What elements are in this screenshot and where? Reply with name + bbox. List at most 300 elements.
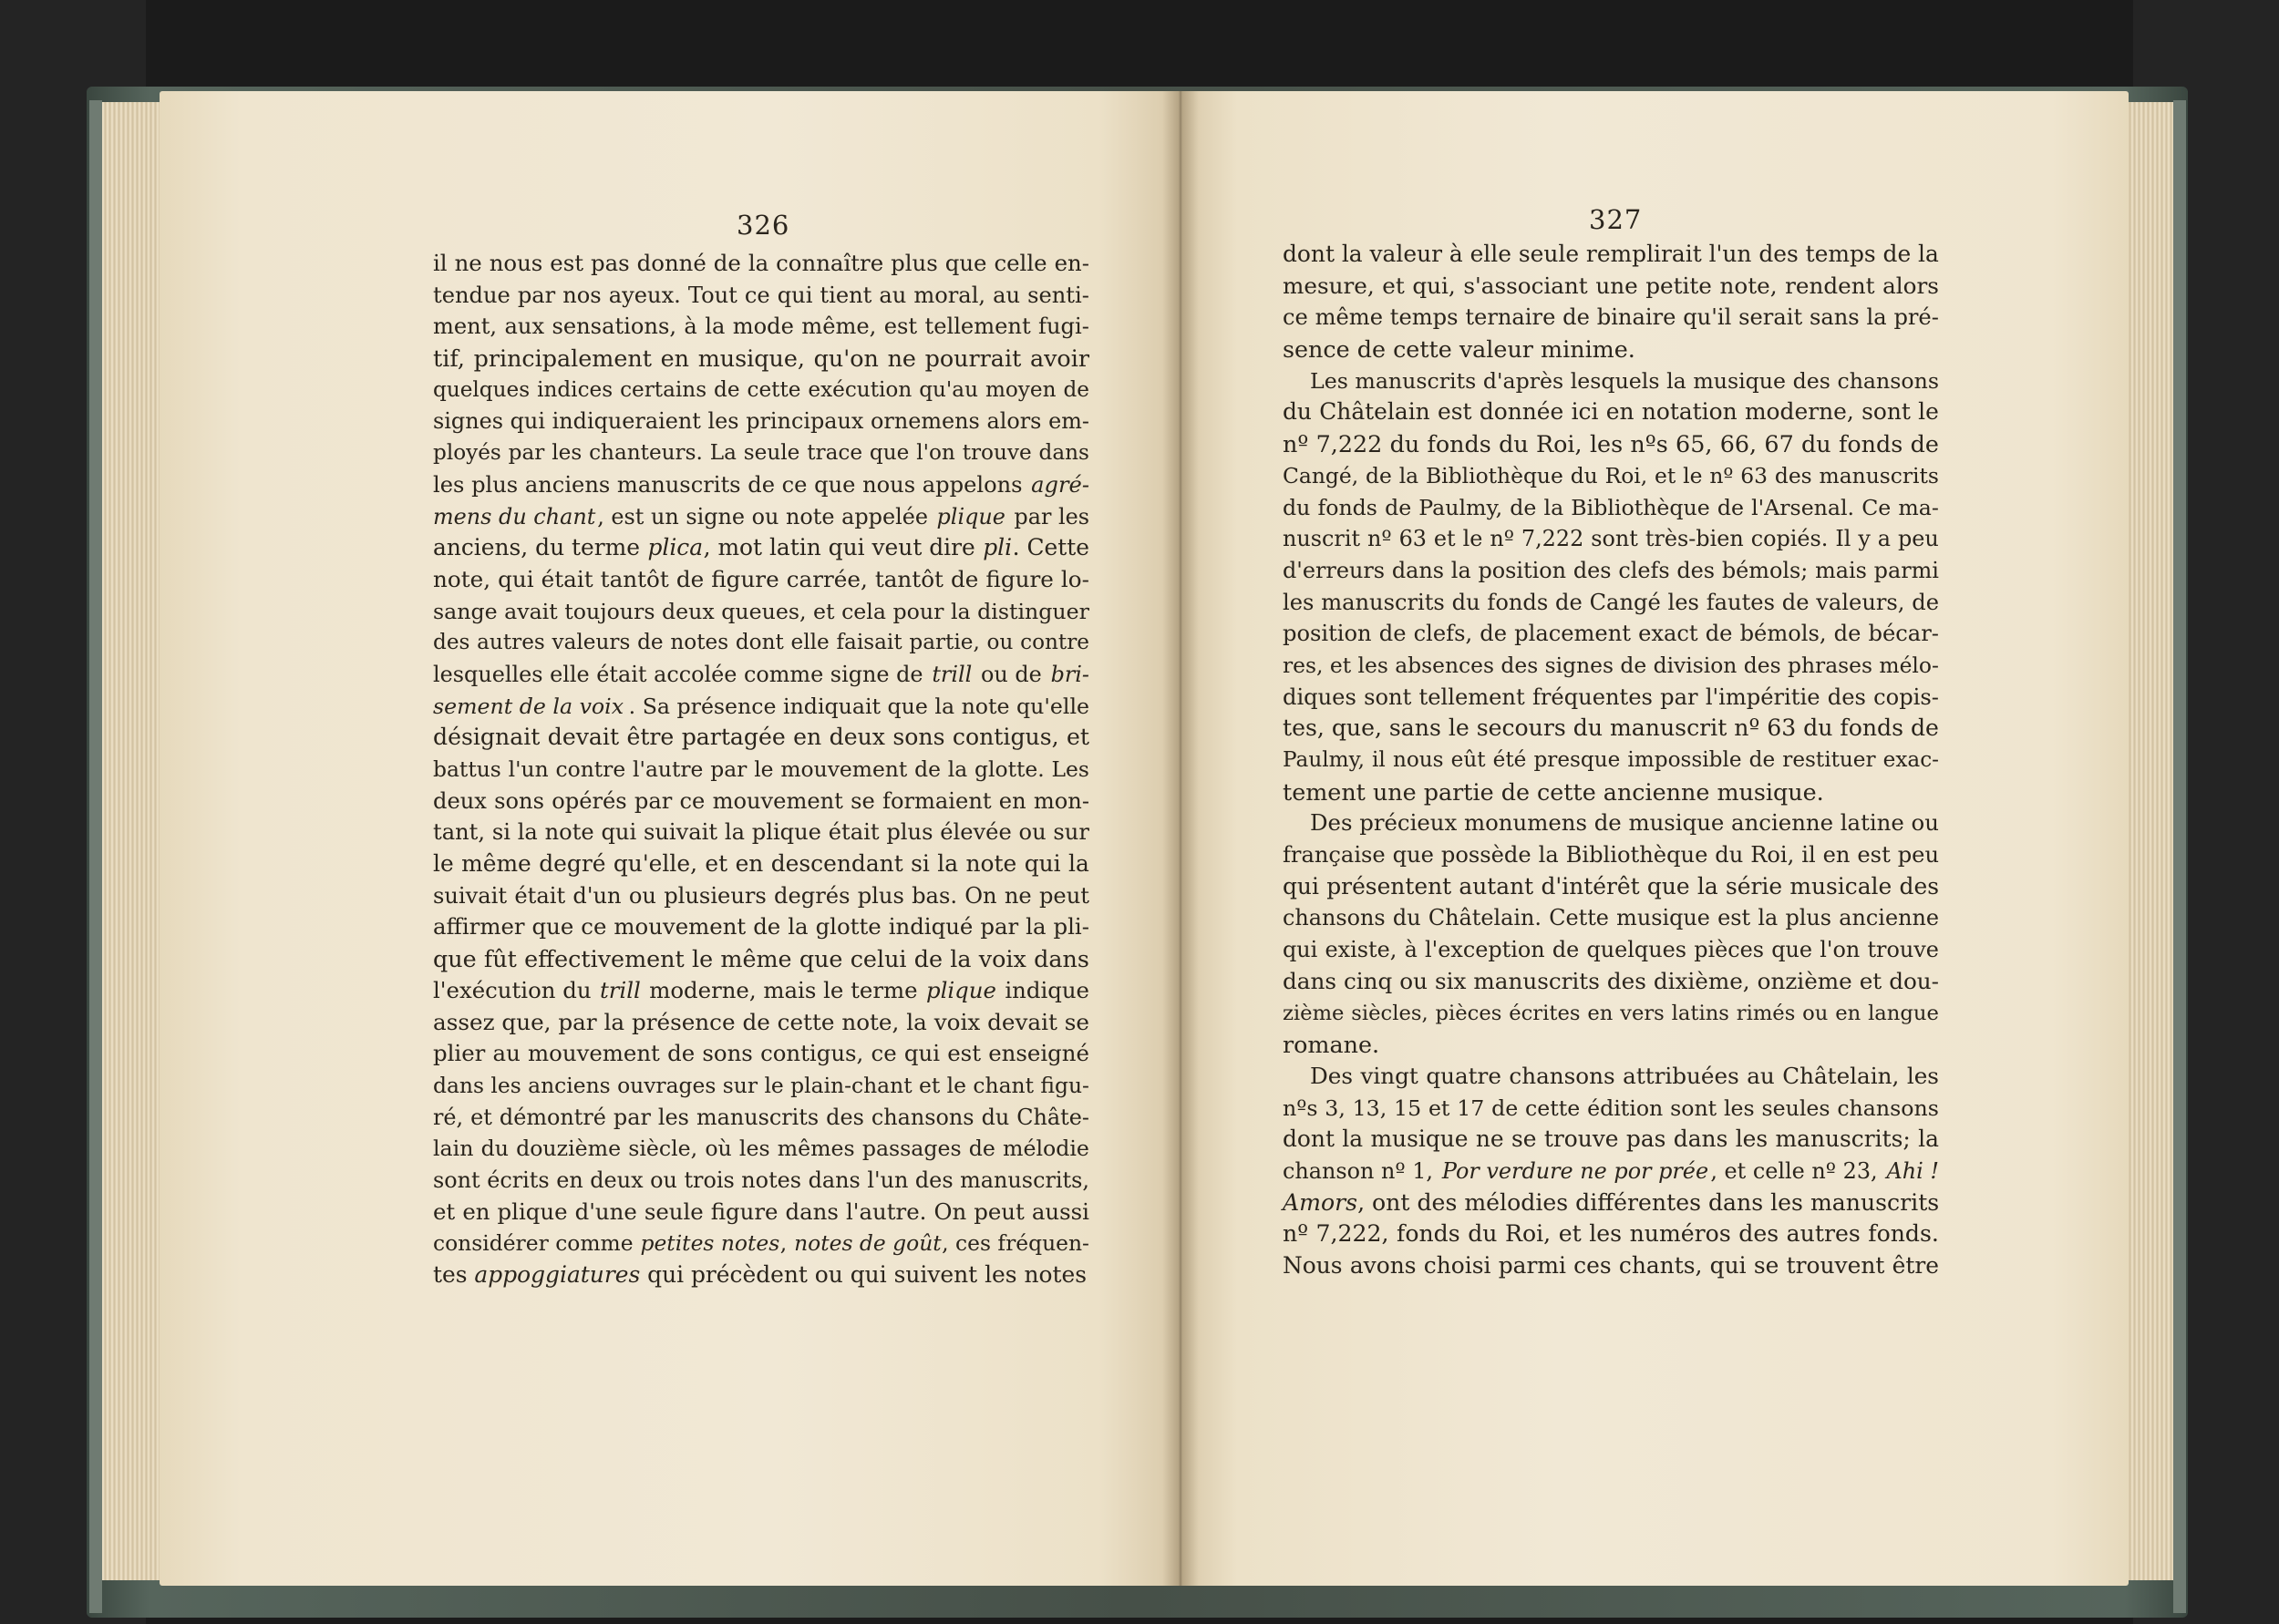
word: de (1882, 241, 1912, 267)
italic-text: plica (647, 534, 704, 561)
text-segment: , est un signe ou note appelée (597, 503, 935, 529)
word: la (1666, 367, 1686, 394)
word: trouvent (1786, 1252, 1885, 1279)
word: Ce (1861, 494, 1892, 520)
word: du (1283, 398, 1312, 426)
word: passages (861, 1136, 962, 1162)
text-segment: les plus anciens manuscrits de ce que nous appelons (433, 471, 1030, 498)
word: au (993, 282, 1021, 308)
word: descendant (770, 850, 903, 878)
italic-text: sement de la voix (433, 693, 624, 719)
word: qu'au (919, 377, 978, 402)
word: les (1589, 1220, 1623, 1248)
text-line (1283, 365, 1939, 397)
word: plier (433, 1040, 486, 1067)
page-number: 327 (1589, 204, 1643, 235)
word: les (1667, 589, 1699, 615)
word: suivait (433, 882, 508, 909)
word: Cangé (1589, 589, 1661, 615)
word: mêmes (777, 1136, 855, 1162)
word: Des (1310, 1062, 1353, 1089)
word: signes (1544, 652, 1614, 678)
word: même (720, 945, 792, 973)
word: française (1283, 842, 1386, 869)
word: notes (670, 631, 729, 655)
word: distinguer (977, 598, 1089, 624)
text-line (433, 343, 1089, 375)
word: démontré (499, 1104, 606, 1130)
text-line (433, 406, 1089, 437)
word: les (1906, 1062, 1939, 1089)
word: manuscrit (1609, 714, 1727, 742)
word: être (1892, 1252, 1939, 1279)
word: sont (1591, 526, 1638, 552)
word: attribuées (1623, 1062, 1739, 1089)
word: dans (433, 1072, 484, 1098)
text-segment: romane. (1283, 1031, 1380, 1059)
word: de (1491, 1095, 1519, 1121)
word: carrée, (786, 565, 868, 592)
word: écrits (487, 1167, 550, 1193)
word: plus (1785, 905, 1832, 931)
word: pièces (1435, 1001, 1502, 1025)
text-line (433, 975, 1089, 1007)
word: d'une (574, 1197, 637, 1225)
word: ne (1004, 882, 1032, 909)
word: est (1717, 905, 1751, 931)
word: des (1743, 652, 1781, 678)
word: pièces (1694, 937, 1765, 963)
word: cinq (1343, 967, 1393, 994)
word: ou (1802, 1001, 1829, 1025)
word: seule (1518, 241, 1580, 267)
word: que, (501, 1008, 552, 1035)
text-segment: tement une partie de cette ancienne musique. (1283, 777, 1824, 806)
word: contigus, (760, 1040, 864, 1067)
text-line (433, 786, 1089, 817)
text-line (1283, 428, 1939, 460)
word: présentent (1326, 872, 1452, 899)
word: pré- (1893, 304, 1939, 331)
word: le (1918, 398, 1939, 426)
word: sont (1861, 398, 1911, 426)
word: ment, (433, 313, 498, 340)
word: avoir (1029, 344, 1089, 373)
word: partagée (681, 724, 786, 751)
text-segment: ou de (974, 661, 1049, 687)
text-line (1283, 302, 1939, 334)
word: contre (555, 756, 626, 782)
word: figure (711, 565, 779, 592)
word: Châtelain (1319, 398, 1430, 426)
text-line (433, 248, 1089, 280)
word: fonds. (1868, 1220, 1939, 1248)
word: Châtelain, (1782, 1062, 1900, 1089)
text-line (433, 1133, 1089, 1165)
italic-text: notes de goût (794, 1230, 942, 1257)
left-page (160, 91, 1181, 1586)
text-line (1283, 1093, 1939, 1125)
word: manuscrits (1355, 367, 1477, 394)
text-line (1283, 839, 1939, 871)
word: le (946, 1072, 966, 1098)
word: du (1801, 430, 1831, 458)
word: le (764, 1072, 784, 1098)
word: en (998, 787, 1026, 814)
word: ou (1911, 809, 1939, 837)
word: de (913, 945, 944, 973)
word: trois (684, 1167, 735, 1193)
word: sont (1364, 684, 1412, 710)
word: et (1859, 967, 1882, 994)
word: nous (1392, 748, 1444, 772)
word: ré, (433, 1104, 464, 1130)
text-line (1283, 1029, 1939, 1061)
word: binaire (1596, 304, 1676, 331)
word: qui (903, 1040, 941, 1067)
word: restituer (1782, 748, 1876, 772)
word: dans (808, 1167, 861, 1193)
text-line (433, 911, 1089, 943)
word: Des (1310, 809, 1353, 837)
word: le (691, 945, 714, 973)
text-line (1283, 966, 1939, 998)
word: six (1434, 967, 1467, 994)
word: de (753, 913, 781, 940)
text-line (1283, 334, 1939, 365)
word: de (714, 377, 740, 402)
word: partie, (909, 631, 980, 655)
word: mouvement (780, 756, 908, 782)
word: temps (1389, 304, 1459, 331)
word: mais (1815, 557, 1867, 583)
word: chanteurs. (589, 441, 703, 466)
word: le (1462, 526, 1483, 552)
text-line (433, 880, 1089, 912)
word: quatre (1426, 1062, 1501, 1089)
word: valeurs, (1816, 589, 1905, 615)
word: Roi, (1536, 430, 1583, 458)
word: par (558, 1008, 597, 1035)
word: les (657, 1104, 689, 1130)
word: 63 (1398, 526, 1427, 552)
word: de (1717, 494, 1745, 520)
page-number: 326 (737, 210, 790, 241)
word: manuscrits (1473, 967, 1600, 994)
word: nº (1283, 430, 1309, 458)
word: la (517, 819, 538, 846)
word: note (544, 819, 594, 846)
word: latine (1840, 809, 1904, 837)
italic-text: Ahi ! (1886, 1157, 1939, 1184)
word: 13, (1352, 1095, 1387, 1121)
word: donné (636, 250, 706, 276)
word: les (707, 408, 739, 435)
word: est (1438, 398, 1472, 426)
word: Roi, (1750, 842, 1795, 869)
text-line (1283, 1187, 1939, 1219)
word: suivait (643, 819, 718, 846)
word: bas. (912, 882, 958, 909)
word: onzième (1757, 967, 1852, 994)
word: de (742, 1008, 770, 1035)
word: de (1385, 494, 1412, 520)
word: peu (1897, 526, 1939, 552)
word: nº (1367, 526, 1392, 552)
word: même, (801, 313, 877, 340)
word: des (1792, 367, 1830, 394)
word: em- (1048, 408, 1089, 435)
word: la (748, 250, 769, 276)
word: dou- (1889, 967, 1939, 994)
text-segment: qui précèdent ou qui suivent les notes (640, 1261, 1087, 1288)
word: à (1404, 937, 1418, 963)
word: Cangé, (1283, 462, 1359, 488)
italic-text: pli (983, 534, 1013, 561)
word: l'autre (633, 756, 704, 782)
word: dont (735, 631, 784, 655)
word: du (1570, 462, 1598, 488)
word: de (1620, 652, 1647, 678)
word: des (1500, 652, 1539, 678)
text-line (1283, 492, 1939, 524)
word: 63 (1767, 714, 1797, 742)
word: cette (747, 377, 801, 402)
word: si (911, 850, 930, 878)
word: en (1835, 1001, 1861, 1025)
word: cela (841, 598, 886, 624)
word: quelques (433, 377, 531, 402)
word: fonds (1838, 430, 1903, 458)
word: tellement (924, 313, 1031, 340)
word: 3, (1325, 1095, 1346, 1121)
word: indiqué (888, 913, 974, 940)
italic-text: agré- (1031, 471, 1089, 498)
word: nº (1709, 462, 1734, 488)
word: 7,222 (1521, 526, 1584, 552)
word: au (492, 1040, 521, 1067)
word: seules (1761, 1095, 1830, 1121)
word: nºs (1630, 430, 1668, 458)
word: ou (628, 882, 656, 909)
word: dans (1283, 967, 1336, 994)
word: dans (1038, 441, 1089, 466)
word: il (433, 250, 448, 276)
word: deux (829, 724, 885, 751)
word: contre (1020, 631, 1089, 655)
word: remplirait (1585, 241, 1702, 267)
text-line (1283, 460, 1939, 492)
word: tantôt (874, 565, 944, 592)
word: langue (1868, 1001, 1939, 1025)
word: du (1392, 905, 1421, 931)
italic-text: appoggiatures (474, 1261, 641, 1288)
word: manuscrits, (960, 1167, 1089, 1193)
word: impossible (1627, 748, 1742, 772)
text-line (433, 754, 1089, 786)
text-line (433, 817, 1089, 848)
word: des (433, 631, 470, 655)
word: copiés. (1750, 526, 1829, 552)
word: pas (591, 250, 630, 276)
word: fût (483, 945, 517, 973)
word: 7,222, (1315, 1220, 1389, 1248)
word: et (470, 1104, 492, 1130)
text-line (433, 627, 1089, 659)
word: être (626, 724, 675, 751)
word: musicale (1789, 872, 1892, 899)
word: On (933, 1197, 967, 1225)
word: chansons (1283, 905, 1386, 931)
word: de (1555, 589, 1583, 615)
word: exact (1638, 621, 1698, 647)
text-line (1283, 745, 1939, 776)
text-line (433, 1197, 1089, 1228)
word: moyen (985, 377, 1057, 402)
word: de (1480, 621, 1508, 647)
word: chansons (1509, 1062, 1615, 1089)
word: si (491, 819, 510, 846)
text-segment: , ont des mélodies différentes dans les manuscrits (1357, 1188, 1940, 1216)
word: musique (1693, 367, 1787, 394)
cover-edge-right (2173, 100, 2186, 1613)
word: des (1758, 241, 1799, 267)
word: par (1660, 684, 1698, 710)
word: de (667, 1040, 696, 1067)
word: degré (539, 850, 606, 878)
word: aussi (1031, 1197, 1089, 1225)
word: et (1428, 1095, 1450, 1121)
word: est (883, 313, 918, 340)
word: enseigné (988, 1040, 1089, 1067)
word: ancienne (1731, 809, 1834, 837)
word: manuscrits; (1775, 1125, 1911, 1153)
word: note (965, 850, 1017, 878)
word: sans (1388, 714, 1441, 742)
word: présence (631, 1008, 736, 1035)
word: chansons (871, 1104, 975, 1130)
word: sensations, (552, 313, 677, 340)
word: dans (1391, 557, 1445, 583)
word: secours (1476, 714, 1566, 742)
word: était (828, 819, 880, 846)
word: degrés (774, 882, 851, 909)
text-line (433, 280, 1089, 312)
word: sur (722, 1072, 758, 1098)
word: Bibliothèque (1425, 462, 1563, 488)
word: ce (744, 282, 770, 308)
word: de (1552, 937, 1580, 963)
word: du (480, 1136, 509, 1162)
word: de (950, 565, 979, 592)
word: de (1748, 748, 1776, 772)
word: pli- (1053, 913, 1089, 940)
word: seule (644, 1197, 704, 1225)
word: de (1366, 462, 1392, 488)
word: l'autre. (845, 1197, 927, 1225)
word: l'un (1708, 241, 1752, 267)
word: voix (978, 945, 1026, 973)
word: plus (891, 250, 938, 276)
word: ce (1283, 304, 1308, 331)
text-line (1283, 650, 1939, 682)
word: affirmer (433, 913, 525, 940)
word: que (799, 945, 843, 973)
word: le (1683, 462, 1703, 488)
word: et (433, 1197, 456, 1225)
word: position (1478, 557, 1567, 583)
word: plique (751, 819, 821, 846)
word: que, (1331, 714, 1382, 742)
word: la (1538, 842, 1559, 869)
word: qui (777, 282, 813, 308)
word: du (1389, 430, 1420, 458)
word: se (851, 787, 875, 814)
italic-text: Por verdure ne por prée (1441, 1157, 1709, 1184)
word: qu'il (1683, 304, 1732, 331)
word: les (1723, 1095, 1755, 1121)
word: Les (1310, 367, 1348, 394)
text-line (433, 848, 1089, 880)
word: de (1910, 430, 1939, 458)
word: indices (537, 377, 614, 402)
word: Bibliothèque (1565, 842, 1708, 869)
word: zième (1283, 1001, 1345, 1025)
word: numéros (1629, 1220, 1731, 1248)
word: mon- (1033, 787, 1089, 814)
text-segment: , ces fréquen- (942, 1230, 1089, 1257)
word: queues, (721, 598, 807, 624)
word: temps (1805, 241, 1876, 267)
word: la (937, 850, 959, 878)
word: ces (1573, 1252, 1612, 1279)
word: du (1283, 494, 1311, 520)
word: glotte (815, 913, 882, 940)
word: cette (777, 1008, 835, 1035)
word: fonds (1487, 589, 1549, 615)
text-line (433, 943, 1089, 975)
word: sans (1809, 304, 1860, 331)
word: de (1781, 589, 1810, 615)
word: notation (1641, 398, 1738, 426)
word: siècle, (628, 1136, 698, 1162)
word: et (705, 850, 728, 878)
word: sons (702, 1040, 753, 1067)
text-line (433, 532, 1089, 564)
text-line (1283, 713, 1939, 745)
italic-text: trill (599, 976, 641, 1003)
word: deux (433, 787, 487, 814)
text-line (433, 1165, 1089, 1197)
word: petite (1645, 272, 1712, 299)
word: de (1063, 377, 1089, 402)
word: édition (1587, 1095, 1664, 1121)
word: chant (973, 1072, 1034, 1098)
word: qui (1024, 850, 1061, 878)
word: figure (710, 1197, 779, 1225)
word: de (1562, 304, 1590, 331)
word: l'on (1820, 937, 1861, 963)
word: latins (1671, 1001, 1729, 1025)
word: presque (1533, 748, 1621, 772)
word: qui (1283, 937, 1318, 963)
word: moderne, (1744, 398, 1854, 426)
word: division (1653, 652, 1738, 678)
word: aux (504, 313, 545, 340)
word: du (1573, 714, 1604, 742)
word: en (1605, 398, 1634, 426)
word: et (1433, 526, 1456, 552)
